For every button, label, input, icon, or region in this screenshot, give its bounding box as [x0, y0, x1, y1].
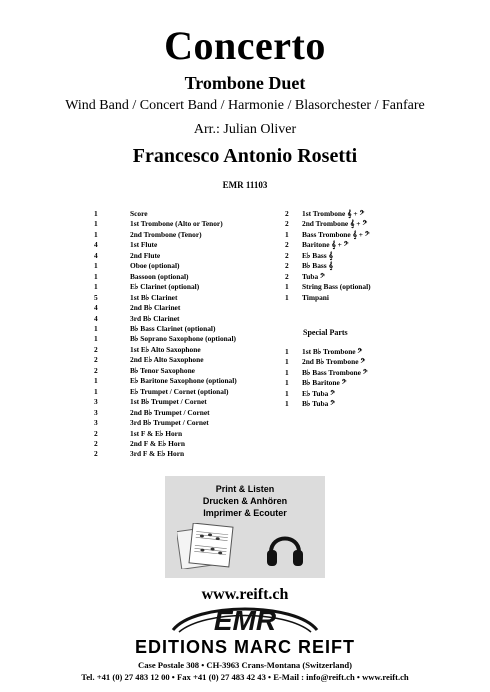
part-name: 2nd B♭ Trumpet / Cornet: [130, 407, 210, 417]
part-name: Score: [130, 209, 148, 218]
part-row: [94, 324, 237, 334]
part-name: 1st B♭ Trumpet / Cornet: [130, 397, 207, 407]
part-quantity: 2: [94, 449, 98, 459]
part-name: B♭ Tuba 𝄢: [302, 399, 335, 409]
part-row: [285, 368, 368, 378]
part-quantity: 1: [94, 386, 98, 396]
part-name: 1st B♭ Trombone 𝄢: [302, 347, 363, 356]
part-quantity: 3: [94, 407, 98, 417]
ensembles: Wind Band / Concert Band / Harmonie / Blasorchester / Fanfare: [65, 98, 425, 113]
emr-logo-icon: [165, 600, 325, 638]
promo-line-2: Drucken & Anhören: [202, 496, 288, 506]
publisher-logo-text: EDITIONS MARC REIFT: [135, 637, 355, 657]
publisher-contact: Tel. +41 (0) 27 483 12 00 • Fax +41 (0) 27 483 42 43 • E-Mail : info@reift.ch • www.reift.ch: [81, 672, 409, 682]
part-row: [94, 355, 237, 365]
special-parts-heading: Special Parts: [303, 328, 348, 337]
part-row: [285, 347, 368, 357]
subtitle: Trombone Duet: [184, 73, 306, 93]
part-row: [94, 314, 237, 324]
part-row: [285, 282, 371, 292]
part-row: [94, 334, 237, 344]
part-quantity: 2: [94, 438, 98, 448]
part-row: [94, 429, 237, 439]
part-quantity: 1: [285, 367, 289, 377]
part-quantity: 1: [94, 282, 98, 292]
part-name: 2nd B♭ Trombone 𝄢: [302, 357, 366, 367]
print-listen-box[interactable]: [165, 476, 325, 578]
headphones-icon: [265, 526, 305, 570]
part-row: [94, 230, 237, 240]
part-quantity: 1: [94, 376, 98, 386]
part-quantity: 1: [285, 378, 289, 388]
part-row: [285, 272, 371, 282]
part-name: Tuba 𝄢: [302, 271, 325, 281]
sheet-music-icon: [177, 523, 237, 569]
arranger: Arr.: Julian Oliver: [193, 122, 297, 137]
part-quantity: 1: [94, 334, 98, 344]
parts-list-left: [94, 209, 237, 460]
part-row: [285, 357, 368, 367]
part-quantity: 2: [94, 428, 98, 438]
part-name: 3rd F & E♭ Horn: [130, 449, 185, 459]
part-quantity: 2: [285, 271, 289, 281]
part-name: B♭ Bass Clarinet (optional): [130, 323, 216, 333]
part-row: [94, 303, 237, 313]
part-row: [285, 251, 371, 261]
part-name: 1st E♭ Alto Saxophone: [130, 344, 201, 354]
part-name: 2nd Flute: [130, 250, 161, 260]
part-name: B♭ Soprano Saxophone (optional): [130, 334, 236, 344]
part-row: [94, 418, 237, 428]
promo-line-3: Imprimer & Ecouter: [203, 508, 287, 518]
part-name: 1st Trombone 𝄞 + 𝄢: [302, 209, 365, 218]
part-row: [94, 408, 237, 418]
part-name: Baritone 𝄞 + 𝄢: [302, 240, 349, 250]
part-row: [94, 219, 237, 229]
part-name: Bass Trombone 𝄞 + 𝄢: [302, 229, 370, 239]
part-quantity: 1: [285, 399, 289, 409]
part-name: E♭ Clarinet (optional): [130, 282, 200, 292]
part-row: [94, 376, 237, 386]
part-row: [285, 378, 368, 388]
part-row: [285, 399, 368, 409]
part-name: 3rd B♭ Trumpet / Cornet: [130, 418, 209, 428]
part-quantity: 2: [285, 240, 289, 250]
part-name: E♭ Bass 𝄞: [302, 250, 333, 260]
part-name: 2nd E♭ Alto Saxophone: [130, 355, 204, 365]
part-quantity: 2: [94, 344, 98, 354]
part-name: B♭ Tenor Saxophone: [130, 365, 195, 375]
part-quantity: 1: [285, 282, 289, 292]
part-quantity: 1: [94, 323, 98, 333]
part-row: [94, 240, 237, 250]
part-name: B♭ Baritone 𝄢: [302, 378, 347, 388]
part-name: 1st F & E♭ Horn: [130, 428, 183, 438]
title: Concerto: [164, 23, 326, 68]
part-quantity: 3: [94, 397, 98, 407]
part-name: 1st B♭ Clarinet: [130, 292, 178, 302]
part-name: E♭ Baritone Saxophone (optional): [130, 376, 237, 386]
part-row: [94, 282, 237, 292]
part-quantity: 4: [94, 303, 98, 313]
part-quantity: 1: [94, 271, 98, 281]
part-quantity: 1: [94, 261, 98, 271]
part-row: [285, 293, 371, 303]
part-name: String Bass (optional): [302, 282, 371, 292]
part-quantity: 2: [285, 261, 289, 271]
part-name: 2nd Trombone (Tenor): [130, 229, 202, 239]
part-name: 3rd B♭ Clarinet: [130, 313, 180, 323]
part-row: [285, 261, 371, 271]
part-quantity: 2: [285, 219, 289, 229]
part-name: 1st Trombone (Alto or Tenor): [130, 219, 223, 229]
part-quantity: 1: [285, 357, 289, 367]
part-quantity: 1: [285, 388, 289, 398]
part-name: Timpani: [302, 292, 329, 302]
parts-list-right: [285, 209, 371, 303]
part-row: [94, 397, 237, 407]
part-quantity: 1: [285, 292, 289, 302]
part-row: [285, 209, 371, 219]
part-name: 2nd B♭ Clarinet: [130, 303, 181, 313]
part-quantity: 3: [94, 418, 98, 428]
publisher-address: Case Postale 308 • CH-3963 Crans-Montana (Switzerland): [137, 660, 352, 670]
part-row: [94, 272, 237, 282]
part-row: [285, 240, 371, 250]
website-url[interactable]: www.reift.ch: [201, 586, 289, 603]
part-row: [285, 230, 371, 240]
part-name: 2nd F & E♭ Horn: [130, 438, 185, 448]
part-name: 2nd Trombone 𝄞 + 𝄢: [302, 219, 368, 229]
catalog-number: EMR 11103: [222, 180, 268, 190]
part-row: [94, 366, 237, 376]
part-name: E♭ Trumpet / Cornet (optional): [130, 386, 229, 396]
part-row: [94, 293, 237, 303]
part-quantity: 5: [94, 292, 98, 302]
part-name: B♭ Bass 𝄞: [302, 261, 333, 271]
logo-mark: EMR: [213, 605, 277, 636]
part-quantity: 2: [285, 250, 289, 260]
part-quantity: 1: [94, 229, 98, 239]
part-quantity: 1: [94, 209, 98, 218]
part-quantity: 4: [94, 250, 98, 260]
part-quantity: 2: [285, 209, 289, 218]
part-quantity: 2: [94, 365, 98, 375]
part-quantity: 2: [94, 355, 98, 365]
part-quantity: 4: [94, 313, 98, 323]
part-name: 1st Flute: [130, 240, 158, 250]
part-quantity: 1: [285, 229, 289, 239]
part-name: Oboe (optional): [130, 261, 180, 271]
part-row: [94, 261, 237, 271]
part-row: [94, 439, 237, 449]
composer: Francesco Antonio Rosetti: [132, 145, 358, 167]
part-quantity: 1: [94, 219, 98, 229]
part-name: B♭ Bass Trombone 𝄢: [302, 367, 368, 377]
part-row: [94, 387, 237, 397]
promo-line-1: Print & Listen: [215, 484, 275, 494]
part-row: [285, 389, 368, 399]
part-row: [94, 251, 237, 261]
part-name: Bassoon (optional): [130, 271, 189, 281]
part-row: [94, 345, 237, 355]
part-row: [94, 209, 237, 219]
part-quantity: 4: [94, 240, 98, 250]
part-row: [285, 219, 371, 229]
part-row: [94, 449, 237, 459]
special-parts-list: [285, 347, 368, 410]
part-quantity: 1: [285, 347, 289, 356]
part-name: E♭ Tuba 𝄢: [302, 388, 335, 398]
